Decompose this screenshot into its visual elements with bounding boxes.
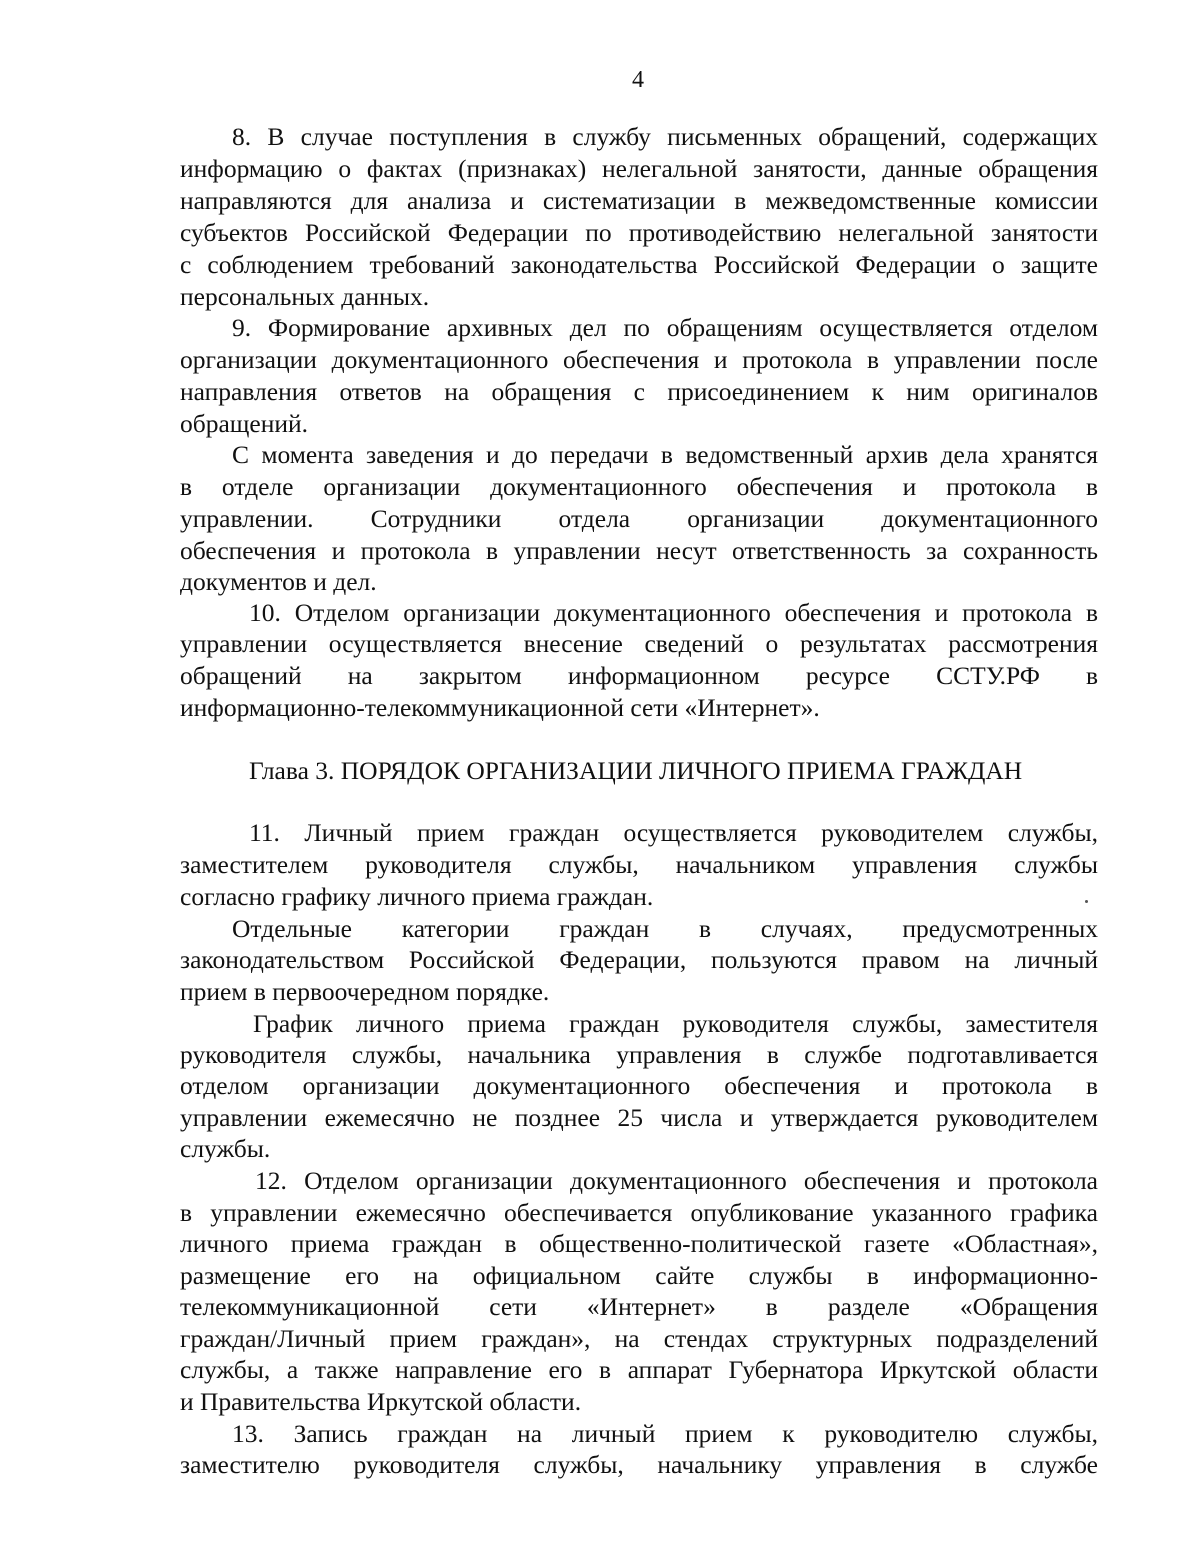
text-line: организации документационного обеспечения и протокола в управлении после bbox=[180, 345, 1098, 374]
text-line: обращений. bbox=[180, 409, 309, 438]
text-line: размещение его на официальном сайте службы в информационно- bbox=[180, 1261, 1098, 1290]
text-line: информацию о фактах (признаках) нелегальной занятости, данные обращения bbox=[180, 154, 1098, 183]
chapter-heading: Глава 3. ПОРЯДОК ОРГАНИЗАЦИИ ЛИЧНОГО ПРИЕМА ГРАЖДАН bbox=[249, 756, 1023, 785]
text-line: руководителя службы, начальника управления в службе подготавливается bbox=[180, 1040, 1098, 1069]
text-line: личного приема граждан в общественно-политической газете «Областная», bbox=[180, 1229, 1098, 1258]
text-line: персональных данных. bbox=[180, 282, 430, 311]
text-line: информационно-телекоммуникационной сети «Интернет». bbox=[180, 693, 820, 722]
text-line: заместителю руководителя службы, начальнику управления в службе bbox=[180, 1450, 1098, 1479]
text-line: с соблюдением требований законодательства Российской Федерации о защите bbox=[180, 250, 1098, 279]
text-line: граждан/Личный прием граждан», на стендах структурных подразделений bbox=[180, 1324, 1098, 1353]
text-line: управлении. Сотрудники отдела организации документационного bbox=[180, 504, 1098, 533]
text-line: 9. Формирование архивных дел по обращениям осуществляется отделом bbox=[232, 313, 1098, 342]
text-line: законодательством Российской Федерации, пользуются правом на личный bbox=[180, 945, 1098, 974]
text-line: согласно графику личного приема граждан. bbox=[180, 882, 654, 911]
text-line: направляются для анализа и систематизации в межведомственные комиссии bbox=[180, 186, 1098, 215]
text-line: 11. Личный прием граждан осуществляется руководителем службы, bbox=[249, 818, 1098, 847]
text-line: 13. Запись граждан на личный прием к руководителю службы, bbox=[232, 1419, 1098, 1448]
scan-speck bbox=[1085, 900, 1088, 903]
text-line: График личного приема граждан руководителя службы, заместителя bbox=[253, 1009, 1098, 1038]
text-line: 10. Отделом организации документационного обеспечения и протокола в bbox=[249, 598, 1098, 627]
text-line: службы. bbox=[180, 1134, 271, 1163]
text-line: отделом организации документационного обеспечения и протокола в bbox=[180, 1071, 1098, 1100]
text-line: направления ответов на обращения с присоединением к ним оригиналов bbox=[180, 377, 1098, 406]
text-line: обеспечения и протокола в управлении несут ответственность за сохранность bbox=[180, 536, 1098, 565]
text-line: 8. В случае поступления в службу письменных обращений, содержащих bbox=[232, 122, 1098, 151]
text-line: Отдельные категории граждан в случаях, предусмотренных bbox=[232, 914, 1098, 943]
text-line: в управлении ежемесячно обеспечивается опубликование указанного графика bbox=[180, 1198, 1098, 1227]
text-line: в отделе организации документационного обеспечения и протокола в bbox=[180, 472, 1098, 501]
text-line: службы, а также направление его в аппарат Губернатора Иркутской области bbox=[180, 1355, 1098, 1384]
text-line: субъектов Российской Федерации по противодействию нелегальной занятости bbox=[180, 218, 1098, 247]
page-number: 4 bbox=[632, 67, 644, 93]
text-line: обращений на закрытом информационном ресурсе ССТУ.РФ в bbox=[180, 661, 1098, 690]
text-line: телекоммуникационной сети «Интернет» в разделе «Обращения bbox=[180, 1292, 1098, 1321]
text-line: 12. Отделом организации документационного обеспечения и протокола bbox=[255, 1166, 1098, 1195]
text-line: управлении осуществляется внесение сведений о результатах рассмотрения bbox=[180, 629, 1098, 658]
text-line: прием в первоочередном порядке. bbox=[180, 977, 550, 1006]
text-line: управлении ежемесячно не позднее 25 числа и утверждается руководителем bbox=[180, 1103, 1098, 1132]
text-line: документов и дел. bbox=[180, 567, 377, 596]
text-line: и Правительства Иркутской области. bbox=[180, 1387, 582, 1416]
text-line: С момента заведения и до передачи в ведомственный архив дела хранятся bbox=[232, 440, 1098, 469]
text-line: заместителем руководителя службы, начальником управления службы bbox=[180, 850, 1098, 879]
